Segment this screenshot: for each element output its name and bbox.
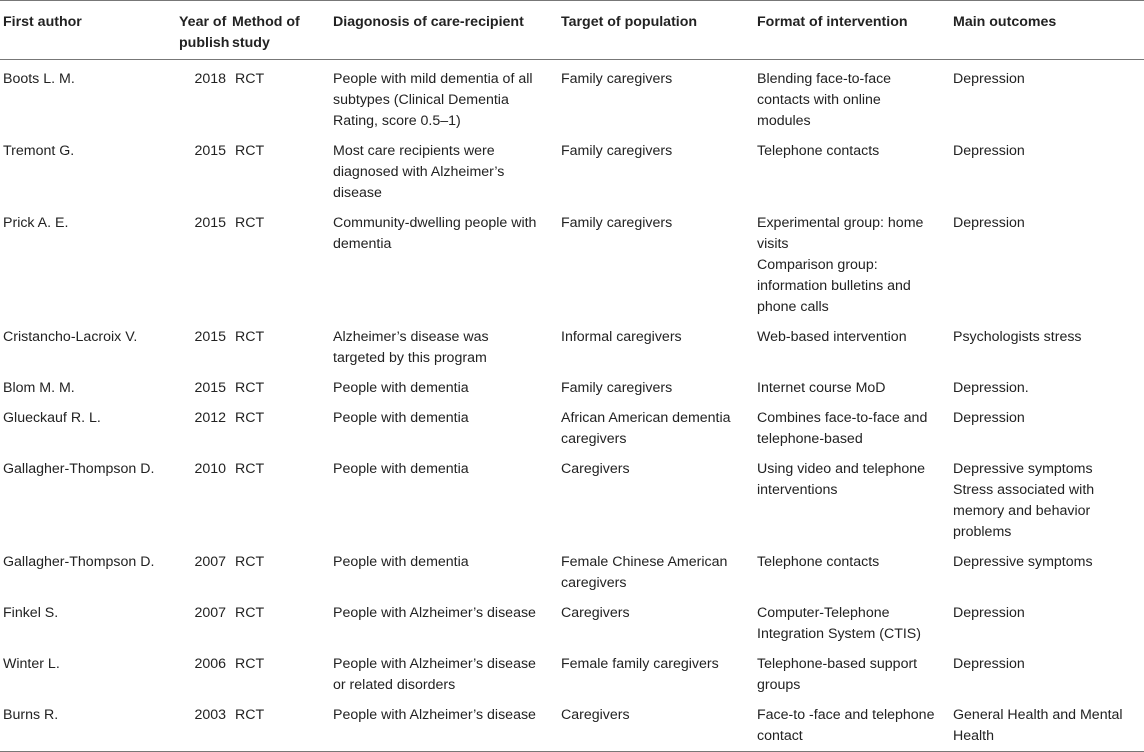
cell-line: Depression — [953, 410, 1025, 426]
cell-line: contact — [757, 728, 803, 744]
cell-line: Depressive symptoms — [953, 554, 1093, 570]
cell-line: information bulletins and — [757, 278, 911, 294]
table-row — [0, 594, 1144, 645]
cell-year: 2018 — [194, 71, 226, 87]
cell-method: RCT — [235, 71, 265, 87]
cell-first-author: Gallagher-Thompson D. — [3, 554, 155, 570]
header-line: study — [232, 35, 270, 51]
table-row — [0, 204, 1144, 318]
header-format-intervention — [754, 1, 950, 60]
cell-line: People with dementia — [333, 380, 469, 396]
cell-line: Depression — [953, 605, 1025, 621]
cell-first-author: Boots L. M. — [3, 71, 75, 87]
cell-method: RCT — [235, 605, 265, 621]
table-body — [0, 60, 1144, 752]
cell-line: African American dementia — [561, 410, 731, 426]
cell-line: phone calls — [757, 299, 829, 315]
cell-line: People with Alzheimer’s disease — [333, 656, 536, 672]
header-line: Target of population — [561, 14, 698, 30]
cell-format-intervention — [754, 450, 950, 543]
cell-line: contacts with online — [757, 92, 881, 108]
cell-target-population — [558, 369, 754, 399]
cell-first-author: Winter L. — [3, 656, 60, 672]
header-target-population — [558, 1, 754, 60]
cell-first-author: Prick A. E. — [3, 215, 69, 231]
cell-diagnosis — [330, 696, 558, 752]
cell-diagnosis — [330, 594, 558, 645]
cell-line: caregivers — [561, 431, 627, 447]
cell-diagnosis — [330, 204, 558, 318]
cell-main-outcomes — [950, 594, 1144, 645]
header-line: First author — [3, 14, 82, 30]
cell-line: People with dementia — [333, 410, 469, 426]
cell-line: Depression — [953, 143, 1025, 159]
cell-line: Caregivers — [561, 707, 630, 723]
table-row — [0, 399, 1144, 450]
table-header — [0, 1, 1144, 60]
cell-target-population — [558, 696, 754, 752]
cell-line: Stress associated with — [953, 482, 1095, 498]
cell-year: 2015 — [194, 143, 226, 159]
cell-line: Experimental group: home — [757, 215, 924, 231]
table-row — [0, 369, 1144, 399]
cell-line: General Health and Mental — [953, 707, 1123, 723]
cell-line: Computer-Telephone — [757, 605, 890, 621]
cell-method: RCT — [235, 410, 265, 426]
cell-line: memory and behavior — [953, 503, 1091, 519]
cell-line: Psychologists stress — [953, 329, 1082, 345]
cell-line: Telephone contacts — [757, 554, 880, 570]
cell-target-population — [558, 399, 754, 450]
header-line: Year of — [179, 14, 227, 30]
cell-line: Depression — [953, 71, 1025, 87]
cell-target-population — [558, 450, 754, 543]
cell-line: Depressive symptoms — [953, 461, 1093, 477]
cell-main-outcomes — [950, 204, 1144, 318]
cell-line: Female Chinese American — [561, 554, 728, 570]
cell-method: RCT — [235, 554, 265, 570]
cell-line: Depression — [953, 215, 1025, 231]
cell-line: Depression. — [953, 380, 1029, 396]
cell-format-intervention — [754, 132, 950, 204]
cell-format-intervention — [754, 204, 950, 318]
cell-format-intervention — [754, 318, 950, 369]
cell-diagnosis — [330, 132, 558, 204]
cell-year: 2015 — [194, 329, 226, 345]
cell-line: Most care recipients were — [333, 143, 495, 159]
header-line: publish — [179, 35, 230, 51]
cell-format-intervention — [754, 399, 950, 450]
cell-diagnosis — [330, 645, 558, 696]
cell-line: Combines face-to-face and — [757, 410, 928, 426]
cell-main-outcomes — [950, 645, 1144, 696]
cell-target-population — [558, 204, 754, 318]
header-line: Method of — [232, 14, 300, 30]
cell-line: subtypes (Clinical Dementia — [333, 92, 509, 108]
cell-year: 2015 — [194, 380, 226, 396]
cell-target-population — [558, 60, 754, 133]
cell-diagnosis — [330, 369, 558, 399]
cell-format-intervention — [754, 696, 950, 752]
cell-line: targeted by this program — [333, 350, 487, 366]
cell-line: Comparison group: — [757, 257, 878, 273]
cell-line: Community-dwelling people with — [333, 215, 537, 231]
cell-main-outcomes — [950, 60, 1144, 133]
cell-line: Informal caregivers — [561, 329, 682, 345]
cell-line: People with Alzheimer’s disease — [333, 605, 536, 621]
cell-method: RCT — [235, 461, 265, 477]
cell-target-population — [558, 645, 754, 696]
cell-main-outcomes — [950, 132, 1144, 204]
header-first-author — [0, 1, 176, 60]
cell-year: 2015 — [194, 215, 226, 231]
cell-diagnosis — [330, 399, 558, 450]
cell-line: disease — [333, 185, 382, 201]
cell-line: Face-to -face and telephone — [757, 707, 935, 723]
cell-main-outcomes — [950, 399, 1144, 450]
cell-year: 2010 — [194, 461, 226, 477]
cell-line: interventions — [757, 482, 838, 498]
cell-method: RCT — [235, 215, 265, 231]
header-line: Diagonosis of care-recipient — [333, 14, 524, 30]
cell-main-outcomes — [950, 543, 1144, 594]
cell-line: Blending face-to-face — [757, 71, 892, 87]
table-row — [0, 60, 1144, 133]
cell-line: visits — [757, 236, 789, 252]
cell-target-population — [558, 132, 754, 204]
cell-format-intervention — [754, 594, 950, 645]
cell-method: RCT — [235, 656, 265, 672]
cell-first-author: Burns R. — [0, 696, 176, 752]
cell-line: caregivers — [561, 575, 627, 591]
cell-first-author: Gallagher-Thompson D. — [3, 461, 155, 477]
cell-line: Family caregivers — [561, 71, 673, 87]
table-row — [0, 696, 1144, 752]
cell-line: modules — [757, 113, 811, 129]
cell-line: Health — [953, 728, 995, 744]
table-row — [0, 318, 1144, 369]
table-row — [0, 543, 1144, 594]
cell-line: problems — [953, 524, 1012, 540]
cell-line: Female family caregivers — [561, 656, 719, 672]
cell-line: People with dementia — [333, 461, 469, 477]
cell-diagnosis — [330, 450, 558, 543]
header-main-outcomes — [950, 1, 1144, 60]
cell-line: Caregivers — [561, 605, 630, 621]
cell-line: Caregivers — [561, 461, 630, 477]
cell-line: People with Alzheimer’s disease — [333, 707, 536, 723]
cell-first-author: Cristancho-Lacroix V. — [3, 329, 138, 345]
cell-line: Telephone contacts — [757, 143, 880, 159]
header-year-of-publish — [176, 1, 229, 60]
cell-line: Alzheimer’s disease was — [333, 329, 489, 345]
cell-method: RCT — [229, 696, 330, 752]
cell-format-intervention — [754, 369, 950, 399]
cell-format-intervention — [754, 60, 950, 133]
cell-line: Web-based intervention — [757, 329, 907, 345]
cell-line: Internet course MoD — [757, 380, 886, 396]
cell-format-intervention — [754, 543, 950, 594]
header-row — [0, 1, 1144, 60]
cell-diagnosis — [330, 543, 558, 594]
cell-target-population — [558, 318, 754, 369]
cell-target-population — [558, 594, 754, 645]
cell-target-population — [558, 543, 754, 594]
cell-line: Family caregivers — [561, 215, 673, 231]
cell-line: Family caregivers — [561, 143, 673, 159]
cell-main-outcomes — [950, 450, 1144, 543]
cell-line: Depression — [953, 656, 1025, 672]
cell-line: Integration System (CTIS) — [757, 626, 921, 642]
cell-line: Rating, score 0.5–1) — [333, 113, 461, 129]
cell-year: 2003 — [176, 696, 229, 752]
header-line: Format of intervention — [757, 14, 908, 30]
cell-main-outcomes — [950, 318, 1144, 369]
cell-main-outcomes — [950, 369, 1144, 399]
cell-main-outcomes — [950, 696, 1144, 752]
cell-first-author: Finkel S. — [3, 605, 59, 621]
cell-line: diagnosed with Alzheimer’s — [333, 164, 505, 180]
table-row — [0, 132, 1144, 204]
cell-method: RCT — [235, 143, 265, 159]
cell-year: 2006 — [194, 656, 226, 672]
cell-diagnosis — [330, 60, 558, 133]
cell-line: telephone-based — [757, 431, 863, 447]
table-row — [0, 645, 1144, 696]
table-row — [0, 450, 1144, 543]
header-method-of-study — [229, 1, 330, 60]
cell-method: RCT — [235, 380, 265, 396]
cell-line: People with dementia — [333, 554, 469, 570]
cell-format-intervention — [754, 645, 950, 696]
cell-line: groups — [757, 677, 801, 693]
cell-line: People with mild dementia of all — [333, 71, 533, 87]
header-diagnosis — [330, 1, 558, 60]
cell-method: RCT — [235, 329, 265, 345]
cell-year: 2007 — [194, 554, 226, 570]
cell-first-author: Glueckauf R. L. — [3, 410, 101, 426]
cell-year: 2012 — [194, 410, 226, 426]
cell-line: dementia — [333, 236, 392, 252]
cell-year: 2007 — [194, 605, 226, 621]
cell-diagnosis — [330, 318, 558, 369]
cell-first-author: Tremont G. — [3, 143, 75, 159]
cell-line: Telephone-based support — [757, 656, 918, 672]
cell-first-author: Blom M. M. — [3, 380, 75, 396]
cell-line: or related disorders — [333, 677, 456, 693]
header-line: Main outcomes — [953, 14, 1057, 30]
cell-line: Using video and telephone — [757, 461, 926, 477]
cell-line: Family caregivers — [561, 380, 673, 396]
